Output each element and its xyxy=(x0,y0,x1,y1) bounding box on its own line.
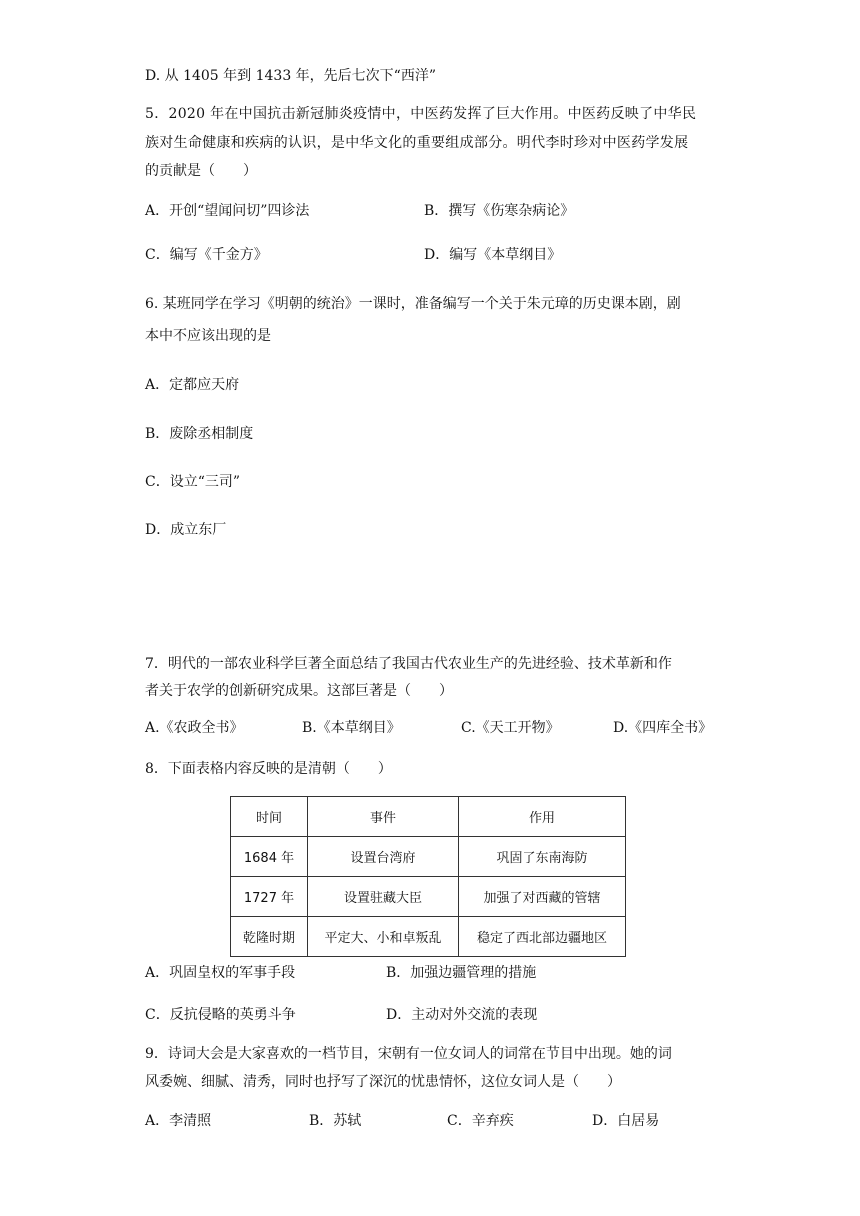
q9-option-d: D．白居易 xyxy=(592,1113,660,1129)
q8-option-b: B．加强边疆管理的措施 xyxy=(386,965,537,981)
q9-stem-line-1: 9．诗词大会是大家喜欢的一档节目，宋朝有一位女词人的词常在节目中出现。她的词 xyxy=(145,1046,672,1062)
q5-stem-line-3: 的贡献是（ ） xyxy=(145,163,257,179)
q6-stem-line-2: 本中不应该出现的是 xyxy=(145,328,271,344)
q5-stem-line-2: 族对生命健康和疾病的认识，是中华文化的重要组成部分。明代李时珍对中医药学发展 xyxy=(145,135,689,151)
header-time: 时间 xyxy=(231,797,308,837)
q8-stem: 8．下面表格内容反映的是清朝（ ） xyxy=(145,761,392,777)
q8-option-a: A．巩固皇权的军事手段 xyxy=(145,965,296,981)
q7-option-c: C.《天工开物》 xyxy=(461,720,560,736)
table-header-row xyxy=(231,797,626,837)
header-event: 事件 xyxy=(308,797,459,837)
q8-option-d: D．主动对外交流的表现 xyxy=(386,1007,538,1023)
table-row xyxy=(231,837,626,877)
q4-option-d: D. 从 1405 年到 1433 年，先后七次下“西洋” xyxy=(145,68,436,84)
q9-option-c: C．辛弃疾 xyxy=(447,1113,514,1129)
events-table xyxy=(230,796,626,957)
q7-option-b: B.《本草纲目》 xyxy=(302,720,401,736)
q6-option-c: C．设立“三司” xyxy=(145,474,241,490)
q6-option-d: D．成立东厂 xyxy=(145,522,227,538)
q7-stem-line-1: 7．明代的一部农业科学巨著全面总结了我国古代农业生产的先进经验、技术革新和作 xyxy=(145,656,672,672)
q8-option-c: C．反抗侵略的英勇斗争 xyxy=(145,1007,296,1023)
table-cell-time: 乾隆时期 xyxy=(231,917,308,957)
table-cell-effect: 稳定了西北部边疆地区 xyxy=(459,917,626,957)
table-cell-event: 平定大、小和卓叛乱 xyxy=(308,917,459,957)
q6-option-b: B．废除丞相制度 xyxy=(145,426,254,442)
q5-option-d: D．编写《本草纲目》 xyxy=(424,247,562,263)
q9-option-b: B．苏轼 xyxy=(309,1113,362,1129)
q5-option-b: B．撰写《伤寒杂病论》 xyxy=(424,203,575,219)
table-cell-time: 1727 年 xyxy=(231,877,308,917)
q9-stem-line-2: 风委婉、细腻、清秀，同时也抒写了深沉的忧患情怀，这位女词人是（ ） xyxy=(145,1074,621,1090)
table-cell-effect: 巩固了东南海防 xyxy=(459,837,626,877)
table-row xyxy=(231,917,626,957)
q7-stem-line-2: 者关于农学的创新研究成果。这部巨著是（ ） xyxy=(145,683,453,699)
header-effect: 作用 xyxy=(459,797,626,837)
q9-option-a: A．李清照 xyxy=(145,1113,212,1129)
q5-stem-line-1: 5．2020 年在中国抗击新冠肺炎疫情中，中医药发挥了巨大作用。中医药反映了中华民 xyxy=(145,106,697,122)
table-row xyxy=(231,877,626,917)
q5-option-c: C．编写《千金方》 xyxy=(145,247,268,263)
q5-option-a: A．开创“望闻问切”四诊法 xyxy=(145,203,310,219)
q7-option-a: A.《农政全书》 xyxy=(145,720,244,736)
table-cell-effect: 加强了对西藏的管辖 xyxy=(459,877,626,917)
q6-stem-line-1: 6. 某班同学在学习《明朝的统治》一课时，准备编写一个关于朱元璋的历史课本剧，剧 xyxy=(145,296,681,312)
q7-option-d: D.《四库全书》 xyxy=(613,720,713,736)
table-cell-event: 设置驻藏大臣 xyxy=(308,877,459,917)
table-cell-time: 1684 年 xyxy=(231,837,308,877)
q6-option-a: A．定都应天府 xyxy=(145,377,240,393)
table-cell-event: 设置台湾府 xyxy=(308,837,459,877)
